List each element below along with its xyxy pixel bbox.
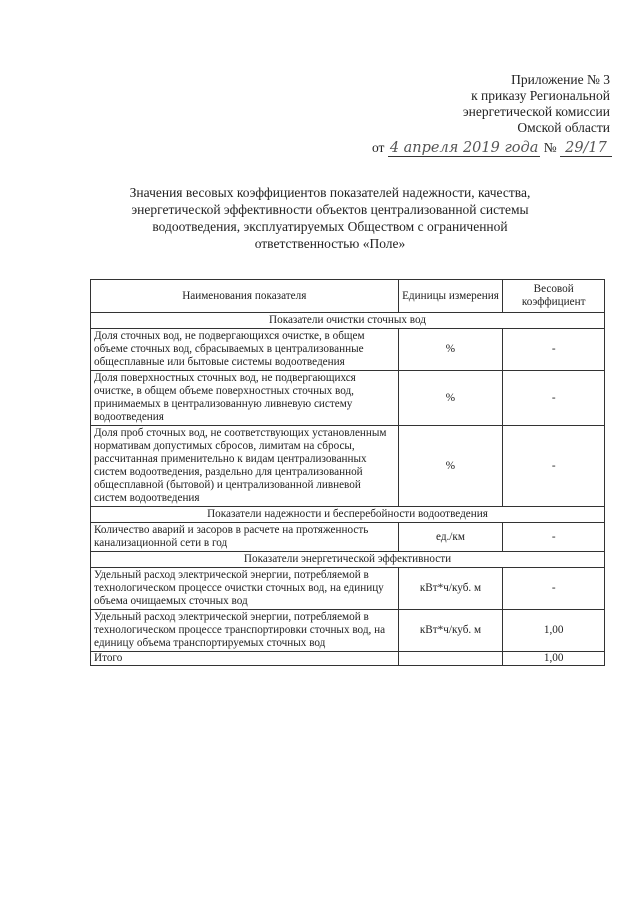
handwritten-date: 4 апреля 2019 года [389, 140, 539, 156]
header-unit: Единицы измерения [398, 280, 503, 313]
table-row [91, 371, 605, 426]
document-title: Значения весовых коэффициентов показателей надежности, качества, энергетической эффективности объектов централизованной системы водоотведения, эксплуатируемых Обществом с ограниченной ответственностью «Поле» [129, 185, 531, 251]
indicator-unit: % [398, 329, 503, 371]
indicators-table [90, 279, 605, 666]
table-header-row [91, 280, 605, 313]
total-weight: 1,00 [503, 652, 605, 666]
indicator-name: Удельный расход электрической энергии, потребляемой в технологическом процессе очистки сточных вод, на единицу объема очищаемых сточных вод [91, 568, 399, 610]
section-title: Показатели очистки сточных вод [91, 313, 605, 329]
header-weight: Весовой коэффициент [503, 280, 605, 313]
indicator-name: Доля проб сточных вод, не соответствующих установленным нормативам допустимых сбросов, лимитам на сбросы, рассчитанная применительно к видам централизованных систем водоотведения, раздельно для централизованной общесплавной (бытовой) и централизованной ливневой систем водоотведения [91, 426, 399, 507]
total-label: Итого [91, 652, 399, 666]
indicator-weight: - [503, 568, 605, 610]
section-title: Показатели надежности и бесперебойности водоотведения [91, 507, 605, 523]
appendix-label: Приложение № 3 [511, 72, 610, 87]
indicator-weight: 1,00 [503, 610, 605, 652]
header-name: Наименования показателя [91, 280, 399, 313]
table-row [91, 329, 605, 371]
order-date-number [372, 140, 612, 157]
handwritten-number: 29/17 [560, 140, 612, 157]
from-prefix: от [371, 140, 385, 155]
indicator-name: Удельный расход электрической энергии, потребляемой в технологическом процессе транспортировки сточных вод, на единицу объема транспортируемых сточных вод [91, 610, 399, 652]
indicator-name: Доля поверхностных сточных вод, не подвергающихся очистке, в общем объеме поверхностных сточных вод, принимаемых в централизованную ливневую систему водоотведения [91, 371, 399, 426]
commission-name: энергетической комиссии [462, 104, 610, 119]
indicator-unit: % [398, 426, 503, 507]
section-row [91, 552, 605, 568]
indicator-unit: % [398, 371, 503, 426]
order-reference: к приказу Региональной [471, 88, 610, 103]
region-name: Омской области [517, 120, 610, 135]
indicator-name: Количество аварий и засоров в расчете на протяженность канализационной сети в год [91, 523, 399, 552]
indicator-weight: - [503, 426, 605, 507]
indicator-unit: кВт*ч/куб. м [398, 610, 503, 652]
indicator-weight: - [503, 329, 605, 371]
table-row [91, 426, 605, 507]
indicator-weight: - [503, 523, 605, 552]
table-row [91, 523, 605, 552]
section-row [91, 507, 605, 523]
indicator-unit: кВт*ч/куб. м [398, 568, 503, 610]
number-sign: № [543, 140, 557, 155]
indicator-name: Доля сточных вод, не подвергающихся очистке, в общем объеме сточных вод, сбрасываемых в централизованные общесплавные или бытовые системы водоотведения [91, 329, 399, 371]
section-title: Показатели энергетической эффективности [91, 552, 605, 568]
total-unit [398, 652, 503, 666]
table-row [91, 568, 605, 610]
appendix-header [370, 72, 610, 136]
section-row [91, 313, 605, 329]
total-row [91, 652, 605, 666]
indicator-weight: - [503, 371, 605, 426]
table-row [91, 610, 605, 652]
indicator-unit: ед./км [398, 523, 503, 552]
